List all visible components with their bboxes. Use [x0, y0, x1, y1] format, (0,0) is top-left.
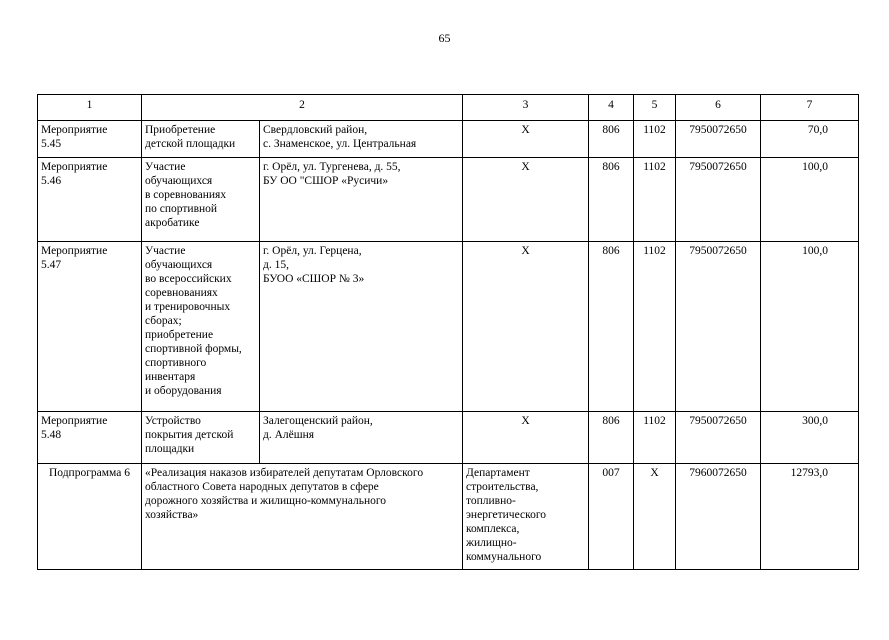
measure-description: Участие обучающихся в соревнованиях по спортивной акробатике: [142, 158, 260, 242]
table-row: [38, 242, 859, 412]
measure-section: 1102: [634, 242, 676, 412]
measure-target: 7950072650: [676, 412, 761, 464]
measure-amount: 70,0: [761, 121, 859, 158]
subprogram-section: Х: [634, 464, 676, 570]
measure-target: 7950072650: [676, 158, 761, 242]
measure-section: 1102: [634, 121, 676, 158]
measure-name: Мероприятие 5.48: [38, 412, 142, 464]
measure-amount: 300,0: [761, 412, 859, 464]
header-col-5: 5: [634, 95, 676, 121]
measure-location: г. Орёл, ул. Тургенева, д. 55, БУ ОО "СШОР «Русичи»: [260, 158, 463, 242]
measure-amount: 100,0: [761, 158, 859, 242]
measure-location: Свердловский район, с. Знаменское, ул. Центральная: [260, 121, 463, 158]
measure-target: 7950072650: [676, 121, 761, 158]
measure-grbs: 806: [589, 412, 634, 464]
measure-grbs: 806: [589, 158, 634, 242]
table-row: [38, 121, 859, 158]
measure-executor: Х: [463, 412, 589, 464]
measure-section: 1102: [634, 412, 676, 464]
subprogram-title: «Реализация наказов избирателей депутатам Орловского областного Совета народных депутатов в сфере дорожного хозяйства и жилищно-коммунального хозяйства»: [142, 464, 463, 570]
budget-table: [37, 94, 859, 570]
measure-executor: Х: [463, 121, 589, 158]
header-col-3: 3: [463, 95, 589, 121]
subprogram-name: Подпрограмма 6: [38, 464, 142, 570]
measure-description: Устройство покрытия детской площадки: [142, 412, 260, 464]
header-col-1: 1: [38, 95, 142, 121]
measure-grbs: 806: [589, 121, 634, 158]
table-row: [38, 158, 859, 242]
page-number: 65: [438, 31, 451, 45]
table-header-row: [38, 95, 859, 121]
measure-location: г. Орёл, ул. Герцена, д. 15, БУОО «СШОР № 3»: [260, 242, 463, 412]
measure-location: Залегощенский район, д. Алёшня: [260, 412, 463, 464]
measure-description: Приобретение детской площадки: [142, 121, 260, 158]
subprogram-amount: 12793,0: [761, 464, 859, 570]
measure-target: 7950072650: [676, 242, 761, 412]
measure-section: 1102: [634, 158, 676, 242]
header-col-4: 4: [589, 95, 634, 121]
subprogram-row: [38, 464, 859, 570]
measure-executor: Х: [463, 242, 589, 412]
subprogram-target: 7960072650: [676, 464, 761, 570]
measure-executor: Х: [463, 158, 589, 242]
header-col-6: 6: [676, 95, 761, 121]
header-col-7: 7: [761, 95, 859, 121]
measure-amount: 100,0: [761, 242, 859, 412]
subprogram-executor: Департамент строительства, топливно- энергетического комплекса, жилищно- коммунального: [463, 464, 589, 570]
subprogram-grbs: 007: [589, 464, 634, 570]
measure-name: Мероприятие 5.46: [38, 158, 142, 242]
table-row: [38, 412, 859, 464]
measure-name: Мероприятие 5.45: [38, 121, 142, 158]
measure-description: Участие обучающихся во всероссийских соревнованиях и тренировочных сборах; приобретение спортивной формы, спортивного инвентаря и оборудования: [142, 242, 260, 412]
header-col-2: 2: [142, 95, 463, 121]
measure-name: Мероприятие 5.47: [38, 242, 142, 412]
measure-grbs: 806: [589, 242, 634, 412]
